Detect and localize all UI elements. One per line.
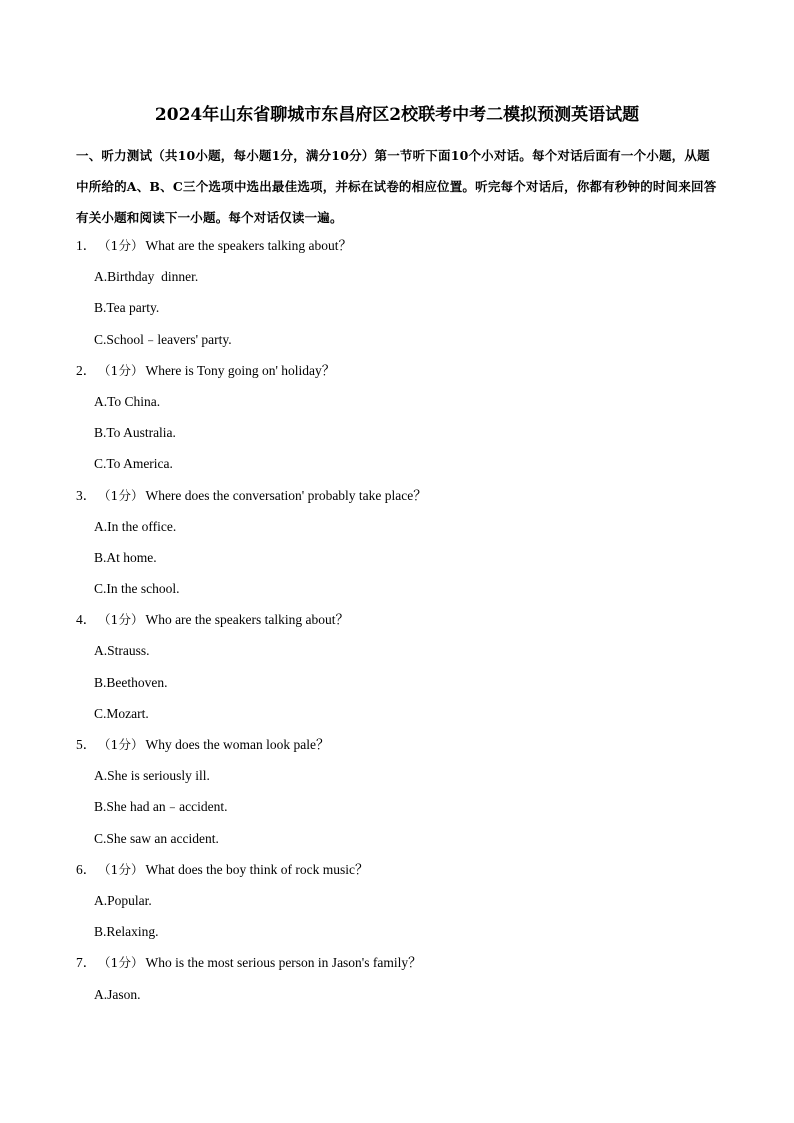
question-number: 5． — [76, 737, 97, 752]
question-stem — [76, 729, 722, 760]
question-number: 7． — [76, 955, 97, 971]
question-number: 6． — [76, 861, 97, 877]
question-score: （1分） — [98, 861, 144, 877]
question-3 — [76, 480, 722, 605]
option-b: B.Tea party. — [94, 300, 160, 316]
question-text: What are the speakers talking about？ — [145, 238, 353, 253]
option-c: C.She saw an accident. — [94, 830, 219, 846]
question-stem — [76, 355, 722, 386]
question-7 — [76, 947, 722, 1009]
question-score: （1分） — [98, 238, 144, 253]
question-number: 4． — [76, 612, 97, 628]
exam-title: 2024年山东省聊城市东昌府区2校联考中考二模拟预测英语试题 — [154, 105, 640, 125]
question-6 — [76, 854, 722, 948]
option-a: A.Jason. — [94, 986, 141, 1002]
question-4 — [76, 604, 722, 729]
question-score: （1分） — [98, 737, 144, 752]
question-text: Why does the woman look pale？ — [145, 737, 330, 752]
option-b: B.Relaxing. — [94, 924, 159, 940]
option-b: B.Beethoven. — [94, 674, 168, 690]
option-a: A.Strauss. — [94, 643, 150, 659]
question-number: 1． — [76, 238, 97, 253]
option-a: A.To China. — [94, 393, 161, 409]
section-instructions: 一、听力测试（共10小题，每小题1分，满分10分）第一节听下面10个小对话。每个对话后面有一个小题，从题中所给的A、B、C三个选项中选出最佳选项，并标在试卷的相应位置。听完每个对话后，你都有秒钟的时间来回答有关小题和阅读下一小题。每个对话仅读一遍。 — [76, 148, 717, 225]
question-number: 3． — [76, 487, 97, 503]
question-text: Where does the conversation' probably take place？ — [145, 487, 427, 503]
option-a: A.Birthday dinner. — [94, 269, 199, 285]
question-score: （1分） — [98, 612, 144, 628]
option-a: A.Popular. — [94, 892, 152, 908]
question-stem — [76, 604, 722, 635]
question-stem — [76, 480, 722, 511]
question-stem — [76, 230, 722, 261]
option-a: A.She is seriously ill. — [94, 768, 210, 784]
question-1 — [76, 230, 722, 355]
question-text: Who are the speakers talking about？ — [145, 612, 350, 628]
option-b: B.To Australia. — [94, 425, 176, 441]
question-stem — [76, 947, 722, 978]
option-c: C.To America. — [94, 456, 173, 472]
question-2 — [76, 355, 722, 480]
question-list — [76, 230, 722, 1010]
question-5 — [76, 729, 722, 854]
question-number: 2． — [76, 362, 97, 378]
question-score: （1分） — [98, 362, 144, 378]
question-score: （1分） — [98, 955, 144, 971]
option-b: B.She had an﹣accident. — [94, 799, 228, 815]
question-stem — [76, 854, 722, 885]
option-c: C.School﹣leavers' party. — [94, 331, 232, 347]
question-text: What does the boy think of rock music？ — [145, 861, 369, 877]
question-text: Where is Tony going on' holiday？ — [145, 362, 336, 378]
option-a: A.In the office. — [94, 518, 177, 534]
option-c: C.Mozart. — [94, 705, 149, 721]
option-c: C.In the school. — [94, 581, 180, 597]
question-text: Who is the most serious person in Jason's family？ — [145, 955, 422, 971]
question-score: （1分） — [98, 487, 144, 503]
option-b: B.At home. — [94, 549, 157, 565]
